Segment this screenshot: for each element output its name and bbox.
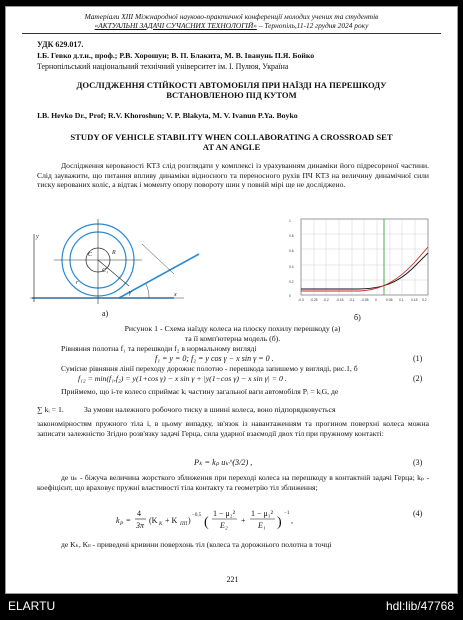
text-p1: Рівняння полотна f₁ та перешкоди f₂ в нормальному вигляді	[61, 344, 257, 353]
conference-header-line1: Матеріали XIII Міжнародної науково-практичної конференції молодих учених та студентів	[84, 12, 379, 21]
title-ua-line2: ВСТАНОВЛЕНОЮ ПІД КУТОМ	[166, 90, 297, 100]
svg-text:3π: 3π	[136, 521, 145, 530]
plot-x-tick: -0.1	[349, 298, 355, 302]
svg-text:(K: (K	[149, 516, 158, 525]
svg-text:=: =	[126, 516, 131, 525]
header-divider	[22, 33, 441, 34]
plot-y-tick: 1	[289, 219, 291, 223]
svg-text:,: ,	[291, 516, 293, 525]
svg-text:γ: γ	[129, 290, 132, 296]
equation-3-number: (3)	[413, 458, 423, 467]
footer-handle-link[interactable]: hdl:lib/47768	[385, 599, 454, 613]
svg-text:x: x	[174, 292, 177, 298]
equation-2-number: (2)	[413, 374, 423, 383]
svg-text:y: y	[36, 234, 39, 240]
svg-text:−1: −1	[284, 511, 290, 516]
equation-1: f₁ = y = 0; f₂ = y cos γ − x sin γ = 0 .	[155, 354, 274, 363]
equation-1-number: (1)	[413, 354, 423, 363]
plot-x-tick: -0.2	[323, 298, 329, 302]
svg-text:E₁: E₁	[258, 521, 266, 530]
conference-header-line2	[6, 21, 457, 30]
title-en-line2: AT AN ANGLE	[202, 142, 261, 152]
svg-text:R: R	[112, 250, 116, 256]
svg-text:): )	[188, 516, 191, 525]
svg-text:k: k	[116, 516, 120, 525]
equation-2: f₁₂ = min(f₁,f₂) = y(1+cos γ) − x sin γ + |y(1−cos γ) − x sin γ| = 0 .	[78, 374, 287, 383]
svg-text:r: r	[76, 280, 79, 286]
authors-en: I.B. Hevko Dr., Prof; R.V. Khoroshun; V. P. Blakyta, M. V. Ivanun P.Ya. Boyko	[37, 111, 298, 120]
svg-text:4: 4	[137, 509, 141, 518]
svg-text:−0,5: −0,5	[192, 513, 202, 518]
conference-name-link[interactable]: «АКТУАЛЬНІ ЗАДАЧІ СУЧАСНИХ ТЕХНОЛОГІЙ»	[94, 21, 257, 30]
computer-model-plot	[287, 217, 432, 307]
svg-text:(: (	[204, 515, 209, 530]
figure-label-a: а)	[102, 309, 109, 318]
plot-x-tick: -0.3	[298, 298, 304, 302]
intro-paragraph: Дослідження керованості КТЗ слід розглядати у комплексі із урахуванням динаміки його підресореної частини. Слід зауважити, що питання впливу динаміки відносного та переносного рухів ПЧ КТЗ на величину динамічної сили тиску керованих коліс, а відтак і моменту опору повороту шин у повній мірі ще не досліджено.	[37, 161, 429, 190]
svg-text:K: K	[159, 522, 163, 527]
plot-y-tick: 0	[289, 294, 291, 298]
figure-caption-line1: Рисунок 1 - Схема наїзду колеса на плоску похилу перешкоду (а)	[124, 324, 341, 333]
plot-x-tick: -0.15	[336, 298, 344, 302]
svg-text:): )	[277, 515, 282, 530]
sum-k: ∑ kᵢ = 1.	[37, 405, 64, 414]
figure-label-b: б)	[354, 313, 361, 322]
svg-text:+: +	[241, 516, 246, 525]
svg-text:E₂: E₂	[220, 521, 228, 530]
equation-3: Pₖ = kₚ uₖ^(3/2) ,	[194, 458, 253, 467]
svg-text:1 − μ₂²: 1 − μ₂²	[213, 509, 235, 518]
svg-text:+ K: + K	[165, 516, 178, 525]
svg-text:ΠΠ: ΠΠ	[180, 522, 188, 527]
document-page	[5, 6, 458, 594]
plot-x-tick: 0.15	[411, 298, 418, 302]
text-p2: Сумісне рівняння лінії переходу дорожнє полотно - перешкода запишемо у вигляді, рис.1, б	[61, 364, 358, 373]
plot-y-tick: 0.8	[289, 234, 294, 238]
plot-x-tick: 0.2	[422, 298, 427, 302]
wheel-obstacle-diagram	[24, 214, 209, 309]
plot-y-tick: 0.2	[289, 280, 294, 284]
plot-y-tick: 0.4	[289, 265, 294, 269]
plot-x-tick: -0.25	[310, 298, 318, 302]
footer-repository-name: ELARTU	[8, 599, 56, 613]
conference-date: – Тернопіль,11-12 грудня 2024 року	[256, 21, 369, 30]
equation-4-number: (4)	[413, 509, 423, 518]
affiliation: Тернопільський національний технічний університет ім. І. Пулюя, Україна	[37, 62, 289, 71]
title-en-line1: STUDY OF VEHICLE STABILITY WHEN COLLABORATING A CROSSROAD SET	[70, 132, 393, 142]
plot-x-tick: -0.05	[361, 298, 369, 302]
plot-y-tick: 0.6	[289, 249, 294, 253]
authors-ua: І.Б. Гевко д.т.н., проф.; Р.В. Хорошун; В. П. Блакита, М. В. Іванунь П.Я. Бойко	[37, 51, 315, 60]
plot-x-tick: 0	[375, 298, 377, 302]
plot-x-tick: 0.1	[399, 298, 404, 302]
plot-x-tick: 0.05	[386, 298, 393, 302]
text-p6: де uₖ - біжуча величина жорсткого зближення при переході колеса на перешкоду в контактній задачі Герца; kₚ - коефіцієнт, що враховує пружні властивості тіла контакту та геометрію тіл зближення;	[37, 473, 429, 492]
title-ua-line1: ДОСЛІДЖЕННЯ СТІЙКОСТІ АВТОМОБІЛЯ ПРИ НАЇЗДІ НА ПЕРЕШКОДУ	[76, 80, 387, 90]
figure-caption-line2: та її комп'ютерна модель (б).	[184, 334, 281, 343]
text-p7: де Kₖ, Kₗₗ - приведені кривини поверхонь тіл (колеса та дорожнього полотна в точці	[61, 540, 332, 549]
page-number: 221	[226, 575, 239, 584]
text-p4: За умови належного робочого тиску в шинні колеса, воно підпорядковується	[84, 405, 336, 414]
svg-text:C₁: C₁	[102, 268, 109, 274]
svg-text:C: C	[88, 252, 93, 258]
svg-text:P: P	[120, 522, 124, 527]
svg-text:1 − μ₁²: 1 − μ₁²	[251, 509, 273, 518]
text-p5: закономірностям пружного тіла і, в цьому випадку, зв'язок із навантаженням та прогином поверхні колеса можна записати залежністю Згідно розв'язку задачі Герца, сила ударної взаємодії двох тіл при пружному контакті:	[37, 419, 429, 438]
equation-4	[116, 504, 336, 536]
footer-bar	[0, 594, 463, 620]
text-p3: Приймемо, що i-те колесо сприймає kᵢ частину загальної ваги автомобіля Pᵢ = kᵢG, де	[61, 387, 339, 396]
udc-code: УДК 629.017.	[37, 40, 84, 49]
